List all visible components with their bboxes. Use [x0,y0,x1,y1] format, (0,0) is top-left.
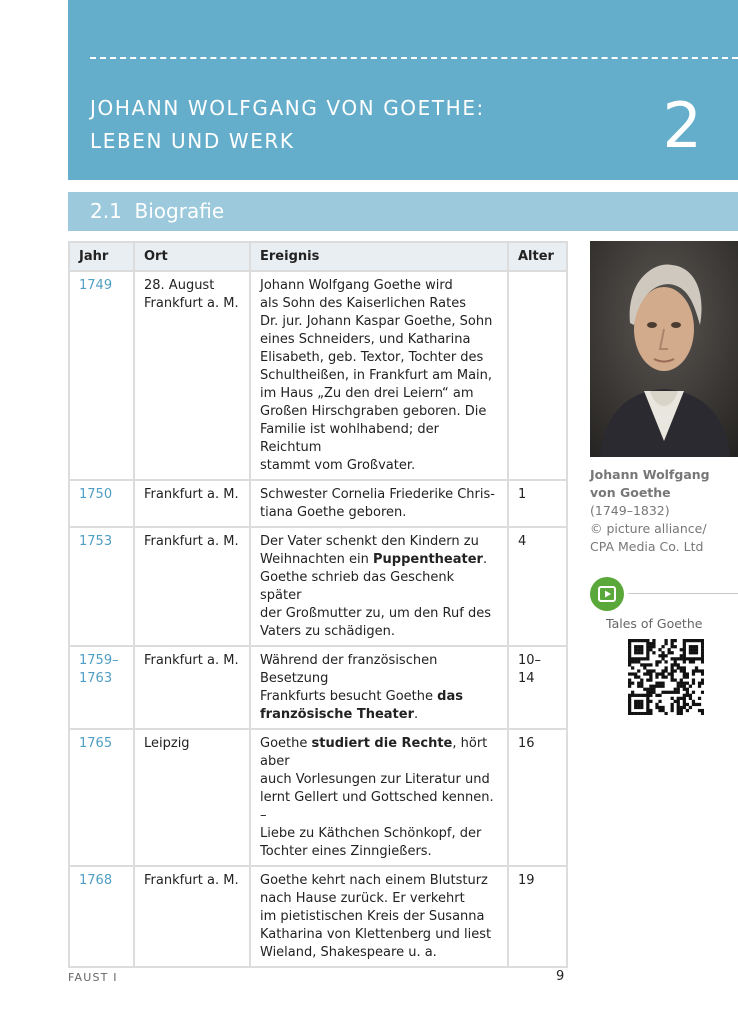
cell-event [250,480,508,527]
event-line: Goethe schrieb das Geschenk später [260,570,455,603]
event-line: im Haus „Zu den drei Leiern“ am [260,386,474,401]
event-line: Der Vater schenkt den Kindern zu [260,534,479,549]
table-row [69,866,567,967]
chapter-title-line1: JOHANN WOLFGANG VON GOETHE: [90,96,485,120]
event-line: Frankfurts besucht Goethe das [260,689,463,704]
biography-table [68,241,568,968]
event-line: Familie ist wohlhabend; der Reichtum [260,422,439,455]
caption-credit-line2: CPA Media Co. Ltd [590,539,704,554]
cell-place [134,729,250,866]
year-line: 1759– [79,653,119,668]
event-line: Vaters zu schädigen. [260,624,396,639]
cell-year [69,729,134,866]
cell-year [69,646,134,729]
event-line: lernt Gellert und Gottsched kennen. – [260,790,494,823]
event-line: Goethe studiert die Rechte, hört aber [260,736,488,769]
qr-code-graphic [628,639,704,715]
cell-place [134,527,250,646]
goethe-portrait [590,241,738,457]
table-row [69,480,567,527]
year-line: 1749 [79,278,113,293]
event-line: Weihnachten ein Puppentheater. [260,552,488,567]
event-line: Tochter eines Zinngießers. [260,844,432,859]
cell-event [250,866,508,967]
header-year: Jahr [69,242,134,271]
event-line: französische Theater. [260,707,419,722]
event-line: Liebe zu Käthchen Schönkopf, der [260,826,482,841]
cell-age: 19 [508,866,567,967]
cell-place [134,866,250,967]
caption-dates: (1749–1832) [590,503,670,518]
event-line: nach Hause zurück. Er verkehrt [260,891,465,906]
table-row [69,729,567,866]
event-line: als Sohn des Kaiserlichen Rates [260,296,467,311]
place-line: Frankfurt a. M. [144,534,239,549]
media-label[interactable]: Tales of Goethe [606,616,703,631]
section-number: 2.1 [90,199,122,223]
place-line: Leipzig [144,736,190,751]
chapter-number: 2 [662,89,702,162]
qr-code[interactable] [628,639,704,715]
cell-year [69,480,134,527]
table-row [69,271,567,480]
event-line: Während der französischen Besetzung [260,653,438,686]
event-line: Johann Wolfgang Goethe wird [260,278,453,293]
event-line: im pietistischen Kreis der Susanna [260,909,485,924]
event-line: tiana Goethe geboren. [260,505,407,520]
cell-year [69,271,134,480]
cell-age: 16 [508,729,567,866]
event-line: eines Schneiders, und Katharina [260,332,471,347]
event-line: Goethe kehrt nach einem Blutsturz [260,873,488,888]
chapter-title-line2: LEBEN UND WERK [90,129,295,153]
event-line: Katharina von Klettenberg und liest [260,927,492,942]
cell-event [250,271,508,480]
play-video-icon[interactable] [590,577,624,611]
event-line: Elisabeth, geb. Textor, Tochter des [260,350,484,365]
footer-book-title: FAUST I [68,971,118,984]
event-line: Wieland, Shakespeare u. a. [260,945,437,960]
event-line: Schwester Cornelia Friederike Chris- [260,487,495,502]
place-line: Frankfurt a. M. [144,487,239,502]
caption-credit-line1: © picture alliance/ [590,521,707,536]
dashed-divider [90,57,738,59]
year-line: 1763 [79,671,113,686]
cell-age: 10–14 [508,646,567,729]
portrait-caption [590,466,738,556]
cell-event [250,729,508,866]
cell-place [134,271,250,480]
section-name: Biografie [134,199,225,223]
section-title [90,192,224,231]
place-line: Frankfurt a. M. [144,296,239,311]
event-line: stammt vom Großvater. [260,458,416,473]
cell-year [69,866,134,967]
caption-name-line1: Johann Wolfgang [590,467,710,482]
cell-event [250,646,508,729]
media-divider [628,593,738,594]
media-link[interactable] [590,577,738,611]
event-line: Großen Hirschgraben geboren. Die [260,404,487,419]
chapter-header [68,0,738,180]
table-header-row [69,242,567,271]
year-line: 1750 [79,487,113,502]
caption-name-line2: von Goethe [590,485,671,500]
year-line: 1753 [79,534,113,549]
cell-age: 1 [508,480,567,527]
header-age: Alter [508,242,567,271]
cell-place [134,480,250,527]
year-line: 1768 [79,873,113,888]
header-event: Ereignis [250,242,508,271]
table-row [69,646,567,729]
event-line: der Großmutter zu, um den Ruf des [260,606,491,621]
portrait-illustration [590,241,738,457]
chapter-title [90,92,485,158]
section-header [68,192,738,231]
header-place: Ort [134,242,250,271]
event-line: Schultheißen, in Frankfurt am Main, [260,368,493,383]
cell-place [134,646,250,729]
event-line: Dr. jur. Johann Kaspar Goethe, Sohn [260,314,493,329]
cell-age [508,271,567,480]
table-row [69,527,567,646]
cell-year [69,527,134,646]
cell-age: 4 [508,527,567,646]
year-line: 1765 [79,736,113,751]
page-number: 9 [556,969,565,984]
cell-event [250,527,508,646]
place-line: 28. August [144,278,215,293]
place-line: Frankfurt a. M. [144,873,239,888]
place-line: Frankfurt a. M. [144,653,239,668]
event-line: auch Vorlesungen zur Literatur und [260,772,490,787]
